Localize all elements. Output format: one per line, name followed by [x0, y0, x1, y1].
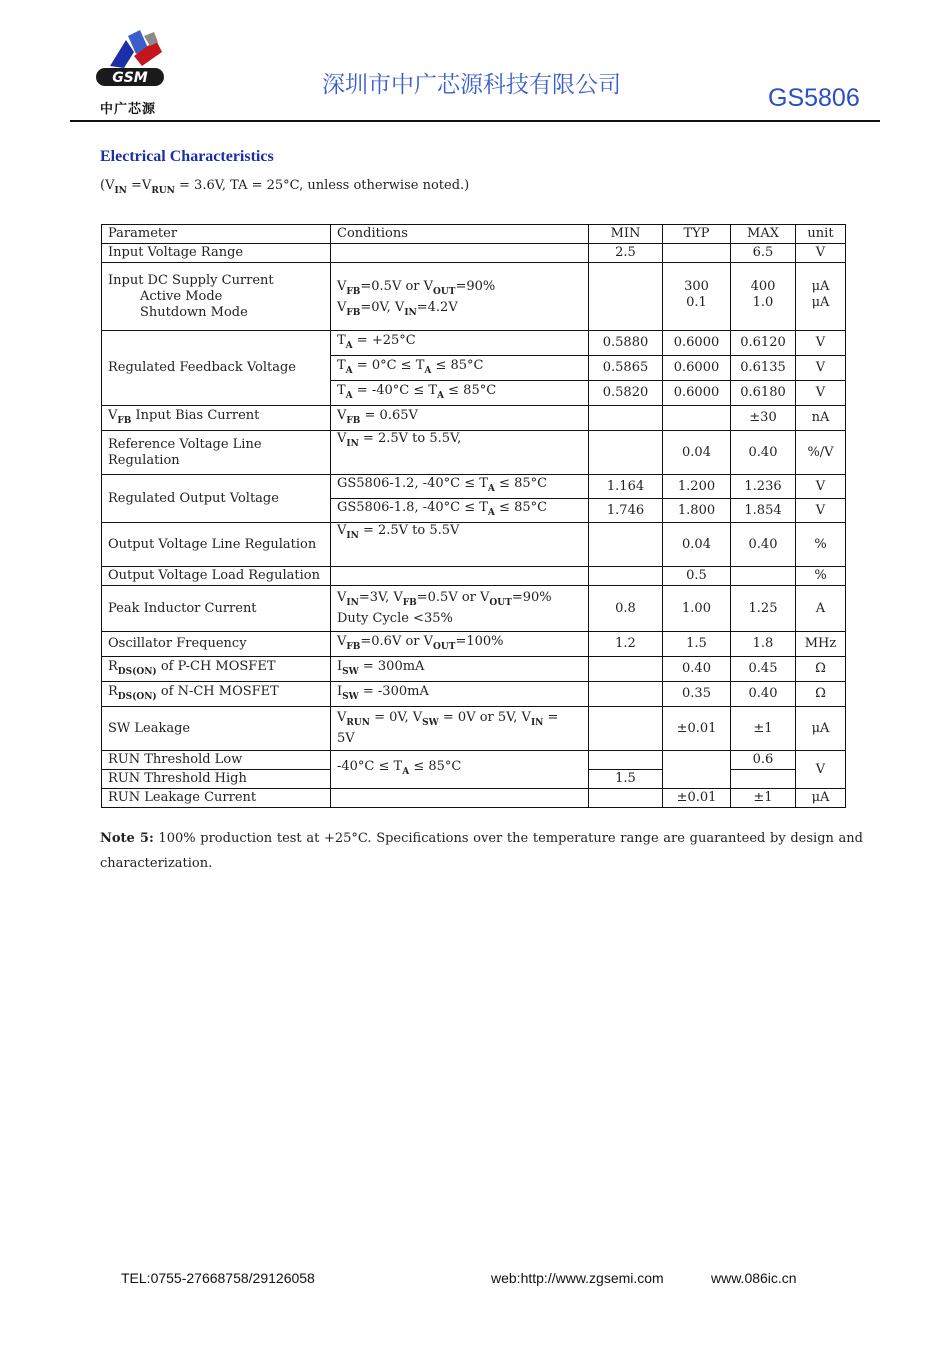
- param-cell: $V_{FB}$ Input Bias Current: [102, 406, 331, 431]
- table-row: [102, 567, 846, 586]
- min-cell: [589, 657, 663, 682]
- footer-web-link[interactable]: web:http://www.zgsemi.com: [491, 1270, 664, 1286]
- cond-cell: GS5806-1.8, $-40^\circ C \le T_A \le 85^\circ C$: [331, 499, 589, 523]
- min-cell: [589, 431, 663, 475]
- table-row: [102, 475, 846, 499]
- min-cell: [589, 406, 663, 431]
- cond-cell: $I_{SW} = 300mA$: [331, 657, 589, 682]
- header-divider: [70, 120, 880, 122]
- header-cell: MIN: [589, 225, 663, 244]
- cond-cell: GS5806-1.2, $-40^\circ C \le T_A \le 85^\circ C$: [331, 475, 589, 499]
- table-row: [102, 586, 846, 632]
- unit-cell: V: [796, 475, 846, 499]
- typ-cell: [663, 751, 731, 789]
- cond-cell: $I_{SW} = -300mA$: [331, 682, 589, 707]
- cond-cell: $V_{FB} = 0.65V$: [331, 406, 589, 431]
- max-cell: 400 1.0: [731, 263, 796, 331]
- cond-cell: [331, 567, 589, 586]
- cond-cell: $V_{FB}=0.5V$ or $V_{OUT}=90\%$ $V_{FB}=0V$, $V_{IN}=4.2V$: [331, 263, 589, 331]
- table-row: [102, 523, 846, 567]
- max-cell: 0.6120: [731, 331, 796, 356]
- logo-text: GSM: [112, 70, 148, 86]
- cond-cell: $T_A = -40^\circ C \le T_A \le 85^\circ C$: [331, 381, 589, 406]
- unit-cell: μA μA: [796, 263, 846, 331]
- typ-cell: 0.6000: [663, 356, 731, 381]
- table-row: [102, 406, 846, 431]
- table-row: [102, 657, 846, 682]
- max-cell: 0.40: [731, 431, 796, 475]
- typ-cell: ±0.01: [663, 707, 731, 751]
- max-cell: ±1: [731, 707, 796, 751]
- cond-cell: [331, 789, 589, 808]
- min-cell: [589, 707, 663, 751]
- unit-cell: μA: [796, 707, 846, 751]
- param-cell: Oscillator Frequency: [102, 632, 331, 657]
- table-row: [102, 789, 846, 808]
- header-cell: unit: [796, 225, 846, 244]
- typ-cell: 1.200: [663, 475, 731, 499]
- table-row: [102, 431, 846, 475]
- min-cell: 0.5880: [589, 331, 663, 356]
- cond-cell: [331, 244, 589, 263]
- unit-cell: V: [796, 499, 846, 523]
- min-cell: [589, 523, 663, 567]
- section-title: Electrical Characteristics: [100, 148, 274, 165]
- param-cell: Output Voltage Load Regulation: [102, 567, 331, 586]
- footer-telephone: TEL:0755-27668758/29126058: [121, 1270, 315, 1286]
- typ-cell: 1.5: [663, 632, 731, 657]
- min-cell: [589, 751, 663, 770]
- param-cell: Input DC Supply Current Active Mode Shutdown Mode: [102, 263, 331, 331]
- param-cell: Input Voltage Range: [102, 244, 331, 263]
- max-cell: 0.6180: [731, 381, 796, 406]
- param-cell: RUN Leakage Current: [102, 789, 331, 808]
- max-cell: 1.8: [731, 632, 796, 657]
- max-cell: 1.236: [731, 475, 796, 499]
- unit-cell: %: [796, 567, 846, 586]
- typ-cell: 0.5: [663, 567, 731, 586]
- typ-cell: 0.04: [663, 523, 731, 567]
- max-cell: 0.40: [731, 682, 796, 707]
- param-cell: RUN Threshold High: [102, 770, 331, 789]
- cond-cell: $T_A = 0^\circ C \le T_A \le 85^\circ C$: [331, 356, 589, 381]
- unit-cell: V: [796, 331, 846, 356]
- cond-cell: $V_{RUN} = 0V$, $V_{SW} = 0V$ or 5V, $V_{IN}$ = 5V: [331, 707, 589, 751]
- cond-cell: $-40^\circ C \le T_A \le 85^\circ C$: [331, 751, 589, 789]
- min-cell: 2.5: [589, 244, 663, 263]
- param-cell: RUN Threshold Low: [102, 751, 331, 770]
- footnote: Note 5: 100% production test at +25°C. Specifications over the temperature range are guaranteed by design and characterization.: [100, 831, 864, 871]
- table-row: [102, 751, 846, 770]
- unit-cell: MHz: [796, 632, 846, 657]
- typ-cell: 0.40: [663, 657, 731, 682]
- param-cell: Peak Inductor Current: [102, 586, 331, 632]
- unit-cell: %/V: [796, 431, 846, 475]
- typ-cell: ±0.01: [663, 789, 731, 808]
- typ-cell: 300 0.1: [663, 263, 731, 331]
- table-row: [102, 331, 846, 356]
- max-cell: 0.45: [731, 657, 796, 682]
- header-cell: Conditions: [331, 225, 589, 244]
- unit-cell: Ω: [796, 682, 846, 707]
- max-cell: ±30: [731, 406, 796, 431]
- min-cell: 0.5865: [589, 356, 663, 381]
- cond-cell: $V_{IN} = 2.5V$ to 5.5V,: [331, 431, 589, 475]
- unit-cell: μA: [796, 789, 846, 808]
- min-cell: 1.5: [589, 770, 663, 789]
- table-row: [102, 707, 846, 751]
- min-cell: 1.2: [589, 632, 663, 657]
- table-row: [102, 682, 846, 707]
- table-header-row: [102, 225, 846, 244]
- cond-cell: $V_{IN}=3V$, $V_{FB}=0.5V$ or $V_{OUT}=90\%$ Duty Cycle <35%: [331, 586, 589, 632]
- max-cell: 1.25: [731, 586, 796, 632]
- cond-cell: $V_{IN} = 2.5V$ to 5.5V: [331, 523, 589, 567]
- unit-cell: %: [796, 523, 846, 567]
- param-cell: $R_{DS(ON)}$ of P-CH MOSFET: [102, 657, 331, 682]
- min-cell: 1.164: [589, 475, 663, 499]
- max-cell: 6.5: [731, 244, 796, 263]
- typ-cell: 0.6000: [663, 331, 731, 356]
- table-row: [102, 244, 846, 263]
- max-cell: [731, 567, 796, 586]
- min-cell: [589, 789, 663, 808]
- unit-cell: V: [796, 381, 846, 406]
- max-cell: 1.854: [731, 499, 796, 523]
- unit-cell: V: [796, 244, 846, 263]
- param-cell: Reference Voltage Line Regulation: [102, 431, 331, 475]
- electrical-characteristics-table: [101, 224, 846, 808]
- max-cell: [731, 770, 796, 789]
- param-cell: SW Leakage: [102, 707, 331, 751]
- table-row: [102, 263, 846, 331]
- header-cell: Parameter: [102, 225, 331, 244]
- typ-cell: 0.04: [663, 431, 731, 475]
- unit-cell: A: [796, 586, 846, 632]
- min-cell: 0.5820: [589, 381, 663, 406]
- part-number: GS5806: [768, 84, 860, 112]
- min-cell: 0.8: [589, 586, 663, 632]
- cond-cell: $V_{FB}=0.6V$ or $V_{OUT}=100\%$: [331, 632, 589, 657]
- typ-cell: 0.35: [663, 682, 731, 707]
- min-cell: 1.746: [589, 499, 663, 523]
- max-cell: 0.40: [731, 523, 796, 567]
- cond-cell: $T_A = +25^\circ C$: [331, 331, 589, 356]
- unit-cell: nA: [796, 406, 846, 431]
- typ-cell: 1.800: [663, 499, 731, 523]
- header-cell: MAX: [731, 225, 796, 244]
- header-cell: TYP: [663, 225, 731, 244]
- unit-cell: V: [796, 751, 846, 789]
- min-cell: [589, 263, 663, 331]
- param-cell: Regulated Output Voltage: [102, 475, 331, 523]
- min-cell: [589, 567, 663, 586]
- table-row: [102, 632, 846, 657]
- param-cell: Regulated Feedback Voltage: [102, 331, 331, 406]
- typ-cell: 1.00: [663, 586, 731, 632]
- footer-website[interactable]: www.086ic.cn: [711, 1270, 797, 1286]
- param-cell: Output Voltage Line Regulation: [102, 523, 331, 567]
- max-cell: 0.6135: [731, 356, 796, 381]
- test-conditions: ($V_{IN} =V_{RUN} = 3.6V$, TA = 25°C, unless otherwise noted.): [100, 178, 470, 196]
- unit-cell: Ω: [796, 657, 846, 682]
- param-cell: $R_{DS(ON)}$ of N-CH MOSFET: [102, 682, 331, 707]
- logo-chinese-name: 中广芯源: [100, 102, 157, 117]
- max-cell: 0.6: [731, 751, 796, 770]
- min-cell: [589, 682, 663, 707]
- typ-cell: [663, 244, 731, 263]
- max-cell: ±1: [731, 789, 796, 808]
- unit-cell: V: [796, 356, 846, 381]
- typ-cell: [663, 406, 731, 431]
- company-name: 深圳市中广芯源科技有限公司: [322, 72, 621, 98]
- typ-cell: 0.6000: [663, 381, 731, 406]
